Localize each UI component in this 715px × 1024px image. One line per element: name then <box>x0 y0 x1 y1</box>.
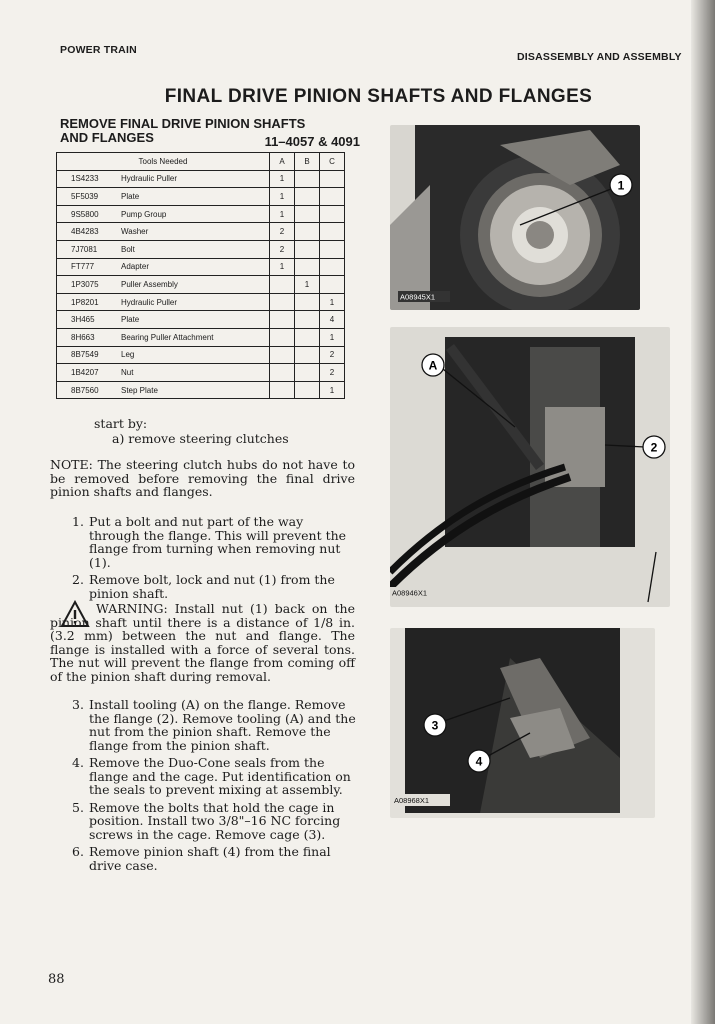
tools-needed-header: Tools Needed <box>57 153 270 171</box>
photo3-callout-4: 4 <box>475 754 483 769</box>
start-by-item: a) remove steering clutches <box>112 431 289 446</box>
step-text: Remove bolt, lock and nut (1) from the pinion shaft. <box>89 572 335 601</box>
step-text: Put a bolt and nut part of the way through the flange. This will prevent the flange from turning when removing nut (1). <box>89 514 347 570</box>
qty-a <box>270 276 295 294</box>
tools-table-row <box>57 311 345 329</box>
part-number: 8H663 <box>57 328 122 346</box>
qty-a <box>270 293 295 311</box>
procedure-step <box>72 801 357 842</box>
step-number: 1. <box>72 514 84 529</box>
qty-a <box>270 346 295 364</box>
part-number: 1P8201 <box>57 293 122 311</box>
qty-c <box>320 276 345 294</box>
step-number: 3. <box>72 697 84 712</box>
procedure-step <box>72 698 357 752</box>
qty-a: 2 <box>270 240 295 258</box>
tools-table-row <box>57 188 345 206</box>
photo2-callout-a: A <box>428 358 438 373</box>
tools-table-row <box>57 205 345 223</box>
qty-a: 2 <box>270 223 295 241</box>
page-title: FINAL DRIVE PINION SHAFTS AND FLANGES <box>164 86 593 107</box>
part-number: 1S4233 <box>57 170 122 188</box>
step-number: 5. <box>72 799 84 815</box>
tools-table-row <box>57 381 345 399</box>
tools-table-row <box>57 293 345 311</box>
tool-description: Nut <box>121 364 270 382</box>
qty-b <box>295 364 320 382</box>
note-paragraph: NOTE: The steering clutch hubs do not have to be removed before removing the final drive pinion shafts and flanges. <box>50 457 355 499</box>
tools-table-row <box>57 364 345 382</box>
qty-c <box>320 223 345 241</box>
step-text: Install tooling (A) on the flange. Remove the flange (2). Remove tooling (A) and the nut from the pinion shaft. Remove the flange from the pinion shaft. <box>89 697 356 753</box>
qty-b <box>295 205 320 223</box>
qty-b <box>295 381 320 399</box>
part-number: 1P3075 <box>57 276 122 294</box>
qty-b: 1 <box>295 276 320 294</box>
steps-list-second <box>72 698 357 876</box>
tools-table <box>56 152 345 399</box>
tools-table-row <box>57 170 345 188</box>
qty-b <box>295 328 320 346</box>
step-number: 2. <box>72 572 84 587</box>
tools-table-row <box>57 276 345 294</box>
step-text: Remove pinion shaft (4) from the final drive case. <box>89 844 331 873</box>
qty-b <box>295 346 320 364</box>
part-number: 7J7081 <box>57 240 122 258</box>
qty-c: 4 <box>320 311 345 329</box>
qty-b <box>295 170 320 188</box>
step-text: Remove the bolts that hold the cage in position. Install two 3/8"–16 NC forcing screws in the cage. Remove cage (3). <box>89 799 341 842</box>
photo2-code: A08946X1 <box>392 588 428 598</box>
part-number: 4B4283 <box>57 223 122 241</box>
qty-b <box>295 258 320 276</box>
section-heading-line2: AND FLANGES <box>60 130 154 145</box>
tool-description: Hydraulic Puller <box>121 293 270 311</box>
tools-table-row <box>57 346 345 364</box>
photo1-code: A08945X1 <box>400 292 436 302</box>
qty-b <box>295 240 320 258</box>
qty-c <box>320 188 345 206</box>
tool-description: Adapter <box>121 258 270 276</box>
running-header-right: DISASSEMBLY AND ASSEMBLY <box>517 51 682 63</box>
qty-a <box>270 364 295 382</box>
qty-c <box>320 240 345 258</box>
qty-b <box>295 223 320 241</box>
tool-description: Step Plate <box>121 381 270 399</box>
tools-table-row <box>57 328 345 346</box>
photo2-callout-2: 2 <box>650 440 658 455</box>
tools-table-row <box>57 223 345 241</box>
qty-a: 1 <box>270 258 295 276</box>
qty-a <box>270 328 295 346</box>
part-number: 1B4207 <box>57 364 122 382</box>
tools-table-row <box>57 258 345 276</box>
qty-b <box>295 188 320 206</box>
tool-description: Plate <box>121 188 270 206</box>
warning-paragraph: WARNING: Install nut (1) back on the pinion shaft until there is a distance of 1/8 in. (3.2 mm) between the nut and flange. The flange is installed with a force of several tons. The nut will prevent the flange from coming off of the pinion shaft during removal. <box>50 601 355 684</box>
steps-list-first <box>72 515 357 604</box>
part-number: 8B7549 <box>57 346 122 364</box>
qty-a: 1 <box>270 205 295 223</box>
qty-c: 1 <box>320 293 345 311</box>
qty-c: 1 <box>320 328 345 346</box>
qty-c: 2 <box>320 364 345 382</box>
start-by-label: start by: <box>94 416 148 431</box>
col-c-header: C <box>320 153 345 171</box>
tool-description: Leg <box>121 346 270 364</box>
qty-a <box>270 311 295 329</box>
procedure-step <box>72 573 357 600</box>
tool-description: Bearing Puller Attachment <box>121 328 270 346</box>
qty-b <box>295 293 320 311</box>
tool-description: Bolt <box>121 240 270 258</box>
col-a-header: A <box>270 153 295 171</box>
section-heading-line1: REMOVE FINAL DRIVE PINION SHAFTS <box>60 116 306 131</box>
col-b-header: B <box>295 153 320 171</box>
part-number: 8B7560 <box>57 381 122 399</box>
tool-description: Plate <box>121 311 270 329</box>
part-number: FT777 <box>57 258 122 276</box>
qty-c <box>320 170 345 188</box>
step-number: 6. <box>72 844 84 859</box>
step-text: Remove the Duo-Cone seals from the flange and the cage. Put identification on the seals to prevent mixing at assembly. <box>89 755 351 797</box>
section-heading <box>60 116 360 149</box>
photo3-callout-3: 3 <box>431 718 439 733</box>
photo3-code: A08968X1 <box>394 796 430 805</box>
qty-a: 1 <box>270 170 295 188</box>
procedure-step <box>72 515 357 569</box>
part-number: 9S5800 <box>57 205 122 223</box>
tool-description: Hydraulic Puller <box>121 170 270 188</box>
procedure-step <box>72 845 357 872</box>
photo-flange-tooling <box>390 327 670 607</box>
qty-a: 1 <box>270 188 295 206</box>
tool-description: Washer <box>121 223 270 241</box>
part-number: 3H465 <box>57 311 122 329</box>
qty-c <box>320 258 345 276</box>
qty-a <box>270 381 295 399</box>
photo-pinion-nut <box>390 125 640 310</box>
page-number: 88 <box>48 972 65 987</box>
model-numbers: 11–4057 & 4091 <box>264 134 360 149</box>
page-edge-shadow <box>691 0 715 1024</box>
procedure-step <box>72 756 357 797</box>
step-number: 4. <box>72 755 84 770</box>
tools-table-header <box>57 153 345 171</box>
tool-description: Puller Assembly <box>121 276 270 294</box>
qty-c: 2 <box>320 346 345 364</box>
photo1-callout-1: 1 <box>617 178 625 193</box>
photo-cage-pinion <box>390 628 655 818</box>
part-number: 5F5039 <box>57 188 122 206</box>
tool-description: Pump Group <box>121 205 270 223</box>
tools-table-row <box>57 240 345 258</box>
qty-b <box>295 311 320 329</box>
qty-c <box>320 205 345 223</box>
qty-c: 1 <box>320 381 345 399</box>
running-header-left: POWER TRAIN <box>60 44 137 56</box>
